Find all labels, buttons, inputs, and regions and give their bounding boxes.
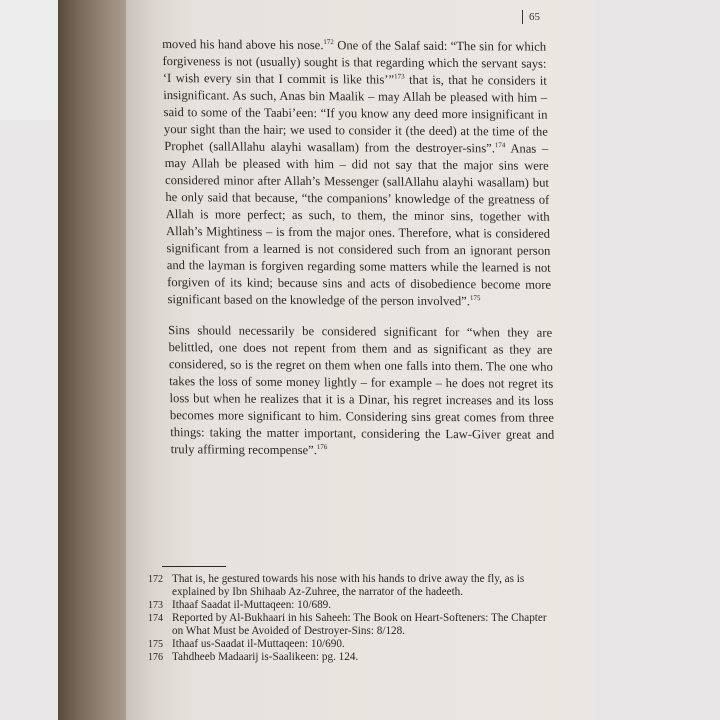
background-right bbox=[594, 0, 720, 720]
footnotes bbox=[148, 573, 548, 664]
footnote bbox=[148, 599, 548, 612]
footnote-text: That is, he gestured towards his nose with his hands to drive away the fly, as is explained by Ibn Shihaab Az-Zuhree, the narrator of the hadeeth. bbox=[172, 573, 525, 598]
footnote-ref-174: 174 bbox=[494, 141, 506, 150]
footnote-number: 172 bbox=[148, 574, 163, 585]
footnote-ref-173: 173 bbox=[393, 72, 405, 81]
footnote bbox=[148, 612, 548, 638]
footnote-ref-172: 172 bbox=[323, 37, 334, 47]
footnote-text: Tahdheeb Madaarij is-Saalikeen: pg. 124. bbox=[172, 651, 359, 663]
page-number: 65 bbox=[522, 10, 540, 24]
footnote-number: 174 bbox=[148, 613, 163, 624]
footnote-number: 173 bbox=[148, 600, 163, 611]
footnote-text: Ithaaf Saadat il-Muttaqeen: 10/689. bbox=[172, 599, 332, 611]
footnote-text: Reported by Al-Bukhaari in his Saheeh: The Book on Heart-Softeners: The Chapter on What Must be Avoided of Destroyer-Sins: 8/128. bbox=[172, 612, 547, 637]
footnote bbox=[148, 638, 548, 651]
footnote-text: Ithaaf us-Saadat il-Muttaqeen: 10/690. bbox=[172, 638, 345, 650]
footnote-ref-175: 175 bbox=[469, 294, 481, 303]
footnote-number: 175 bbox=[148, 639, 163, 650]
footnote-number: 176 bbox=[148, 652, 163, 663]
footnote-divider bbox=[162, 566, 226, 567]
paragraph-1-part-c: that is, that he considers it insignificant. As such, Anas bin Maalik – may Allah be pleased with him – said to some of the Taabi’een: “If you know any deed more insignificant in your sight than the hair; we used to consider it (the deed) at the time of the Prophet (sallAllahu alayhi wasallam) from the destroyer-sins”. bbox=[163, 72, 549, 156]
footnote-ref-176: 176 bbox=[316, 442, 328, 452]
paragraph-1-part-d: Anas – may Allah be pleased with him – did not say that the major sins were considered minor after Allah’s Messenger (sallAllahu alayhi wasallam) but he only said that because, “the companions’ knowledge of the greatness of Allah is more perfect; as such, to them, the minor sins, together with Allah’s Mightiness – is from the major ones. Therefore, what is considered significant from a learned is not considered such from an ignorant person and the layman is forgiven regarding some matters while the learned is not forgiven of its kind; because sins and acts of disobedience become more significant based on the knowledge of the person involved”. bbox=[164, 141, 552, 309]
paragraph-2-text: Sins should necessarily be considered significant for “when they are belittled, one does not repent from them and as significant as they are considered, so is the regret on them when one falls into them. The one who takes the loss of some money lightly – for example – he does not regret its loss but when he realizes that it is a Dinar, his regret increases and its loss becomes more significant to him. Considering sins great comes from three things: taking the matter important, considering the Law-Giver great and truly affirming recompense”. bbox=[168, 323, 555, 458]
body-text bbox=[162, 36, 555, 471]
paragraph-1-part-a: moved his hand above his nose. bbox=[162, 37, 324, 53]
paragraph-2 bbox=[168, 322, 555, 461]
paragraph-1-part-b: One of the Salaf said: “The sin for which forgiveness is not (usually) sought is that regarding which the servant says: ‘I wish every sin that I commit is like this’” bbox=[162, 38, 547, 87]
footnote bbox=[148, 573, 548, 599]
footnote bbox=[148, 651, 548, 664]
paragraph-1 bbox=[162, 36, 552, 311]
